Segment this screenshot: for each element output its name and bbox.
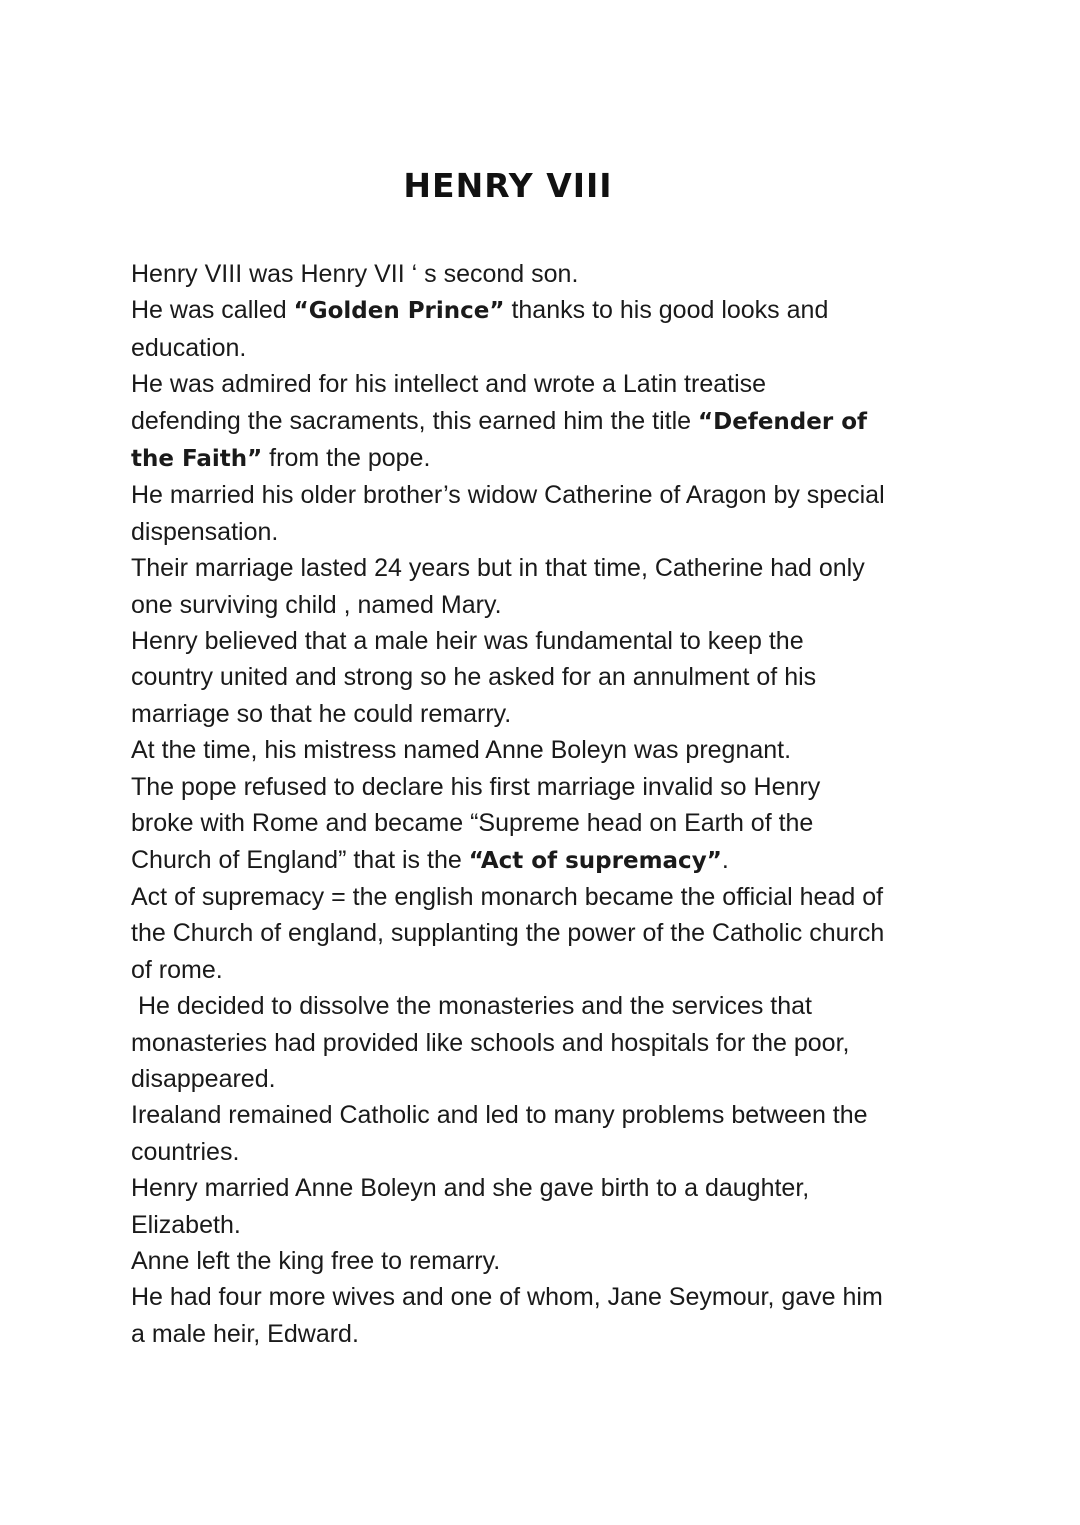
text-line: marriage so that he could remarry.	[131, 699, 512, 728]
text-line: Irealand remained Catholic and led to many problems between the	[131, 1101, 868, 1130]
text-line	[131, 292, 961, 329]
text-line	[131, 440, 961, 477]
text-line: Anne left the king free to remarry.	[131, 1246, 501, 1275]
text-line: broke with Rome and became “Supreme head on Earth of the	[131, 809, 814, 838]
act-of-supremacy-emphasis: “Act of supremacy”	[468, 847, 722, 874]
text-line: dispensation.	[131, 517, 279, 546]
document-body	[131, 256, 961, 1352]
text-line: a male heir, Edward.	[131, 1319, 359, 1348]
text-line: Act of supremacy = the english monarch became the official head of	[131, 882, 884, 911]
text-line: the Church of england, supplanting the power of the Catholic church	[131, 919, 885, 948]
text-line: of rome.	[131, 955, 223, 984]
text-line: He had four more wives and one of whom, Jane Seymour, gave him	[131, 1283, 883, 1312]
text-line: He decided to dissolve the monasteries and the services that	[138, 992, 812, 1021]
text-line: He was admired for his intellect and wrote a Latin treatise	[131, 370, 767, 399]
defender-of-faith-emphasis: “Defender of	[698, 408, 868, 435]
text-segment: Church of England” that is the	[131, 845, 469, 874]
defender-of-faith-emphasis-cont: the Faith”	[131, 446, 263, 473]
text-line: Elizabeth.	[131, 1210, 241, 1239]
text-line	[131, 842, 961, 879]
text-segment: He was called	[131, 296, 294, 325]
golden-prince-emphasis: “Golden Prince”	[293, 298, 505, 325]
text-line: disappeared.	[131, 1064, 276, 1093]
text-line: country united and strong so he asked for an annulment of his	[131, 663, 817, 692]
page-title: HENRY VIII	[403, 166, 613, 205]
text-line: Their marriage lasted 24 years but in that time, Catherine had only	[131, 554, 865, 583]
text-line: Henry believed that a male heir was fundamental to keep the	[131, 627, 804, 656]
text-line: He married his older brother’s widow Catherine of Aragon by special	[131, 481, 885, 510]
text-segment: .	[721, 845, 729, 874]
text-line: At the time, his mistress named Anne Boleyn was pregnant.	[131, 736, 792, 765]
text-line: monasteries had provided like schools and hospitals for the poor,	[131, 1028, 850, 1057]
text-line: Henry VIII was Henry VII ‘ s second son.	[131, 260, 579, 288]
text-line: countries.	[131, 1137, 240, 1166]
text-segment: thanks to his good looks and	[504, 296, 829, 325]
text-segment: from the pope.	[262, 444, 431, 473]
text-line: Henry married Anne Boleyn and she gave birth to a daughter,	[131, 1174, 810, 1203]
text-line	[131, 403, 961, 440]
text-line: education.	[131, 333, 247, 362]
text-line: one surviving child , named Mary.	[131, 590, 502, 619]
text-line: The pope refused to declare his first marriage invalid so Henry	[131, 772, 821, 801]
text-segment: defending the sacraments, this earned him the title	[131, 406, 698, 435]
